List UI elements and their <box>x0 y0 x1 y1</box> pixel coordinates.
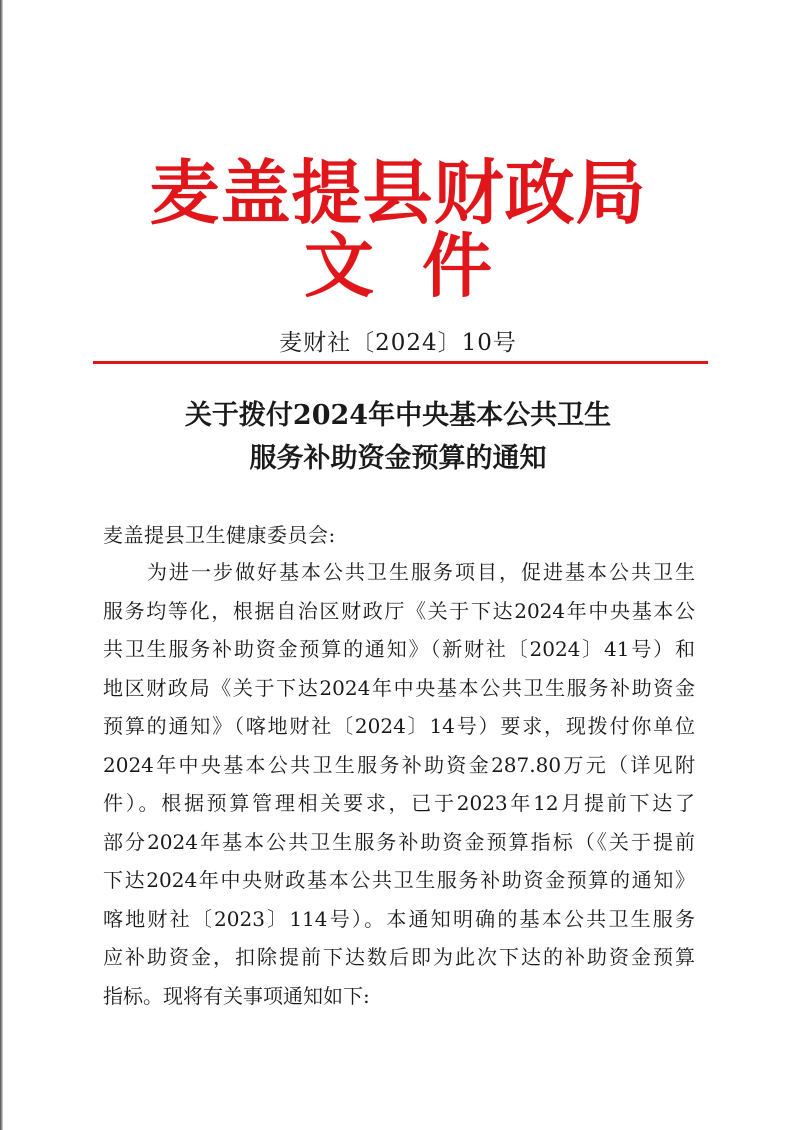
notice-title-line2: 服务补助资金预算的通知 <box>249 443 547 474</box>
paragraph-line: 地区财政局《关于下达2024年中央基本公共卫生服务补助资金 <box>103 675 695 700</box>
red-divider-line <box>93 361 708 364</box>
paragraph-line: 下达2024年中央财政基本公共卫生服务补助资金预算的通知》 <box>103 868 695 892</box>
paragraph-line: 应补助资金，扣除提前下达数后即为此次下达的补助资金预算 <box>103 945 695 969</box>
salutation: 麦盖提县卫生健康委员会: <box>103 523 336 547</box>
notice-title-line1: 关于拨付2024年中央基本公共卫生 <box>184 400 612 431</box>
paragraph-line: 为进一步做好基本公共卫生服务项目，促进基本公共卫生 <box>147 560 695 584</box>
paragraph-line: 2024年中央基本公共卫生服务补助资金287.80万元（详见附 <box>103 752 695 777</box>
issuer-title: 麦盖提县财政局 <box>149 151 647 234</box>
paragraph-line: 共卫生服务补助资金预算的通知》（新财社〔2024〕41号）和 <box>103 637 695 661</box>
body-paragraph <box>103 553 695 1015</box>
document-number: 麦财社〔2024〕10号 <box>279 330 517 356</box>
document-type-title: 文件 <box>304 224 540 307</box>
paragraph-line: 喀地财社〔2023〕114号）。本通知明确的基本公共卫生服务 <box>103 906 695 931</box>
paragraph-line: 服务均等化，根据自治区财政厅《关于下达2024年中央基本公 <box>103 598 695 623</box>
paragraph-line: 件）。根据预算管理相关要求，已于2023年12月提前下达了 <box>103 791 695 815</box>
paragraph-line: 预算的通知》（喀地财社〔2024〕14号）要求，现拨付你单位 <box>103 714 695 738</box>
paragraph-line: 指标。现将有关事项通知如下: <box>103 983 370 1008</box>
paragraph-line: 部分2024年基本公共卫生服务补助资金预算指标（《关于提前 <box>103 829 695 854</box>
